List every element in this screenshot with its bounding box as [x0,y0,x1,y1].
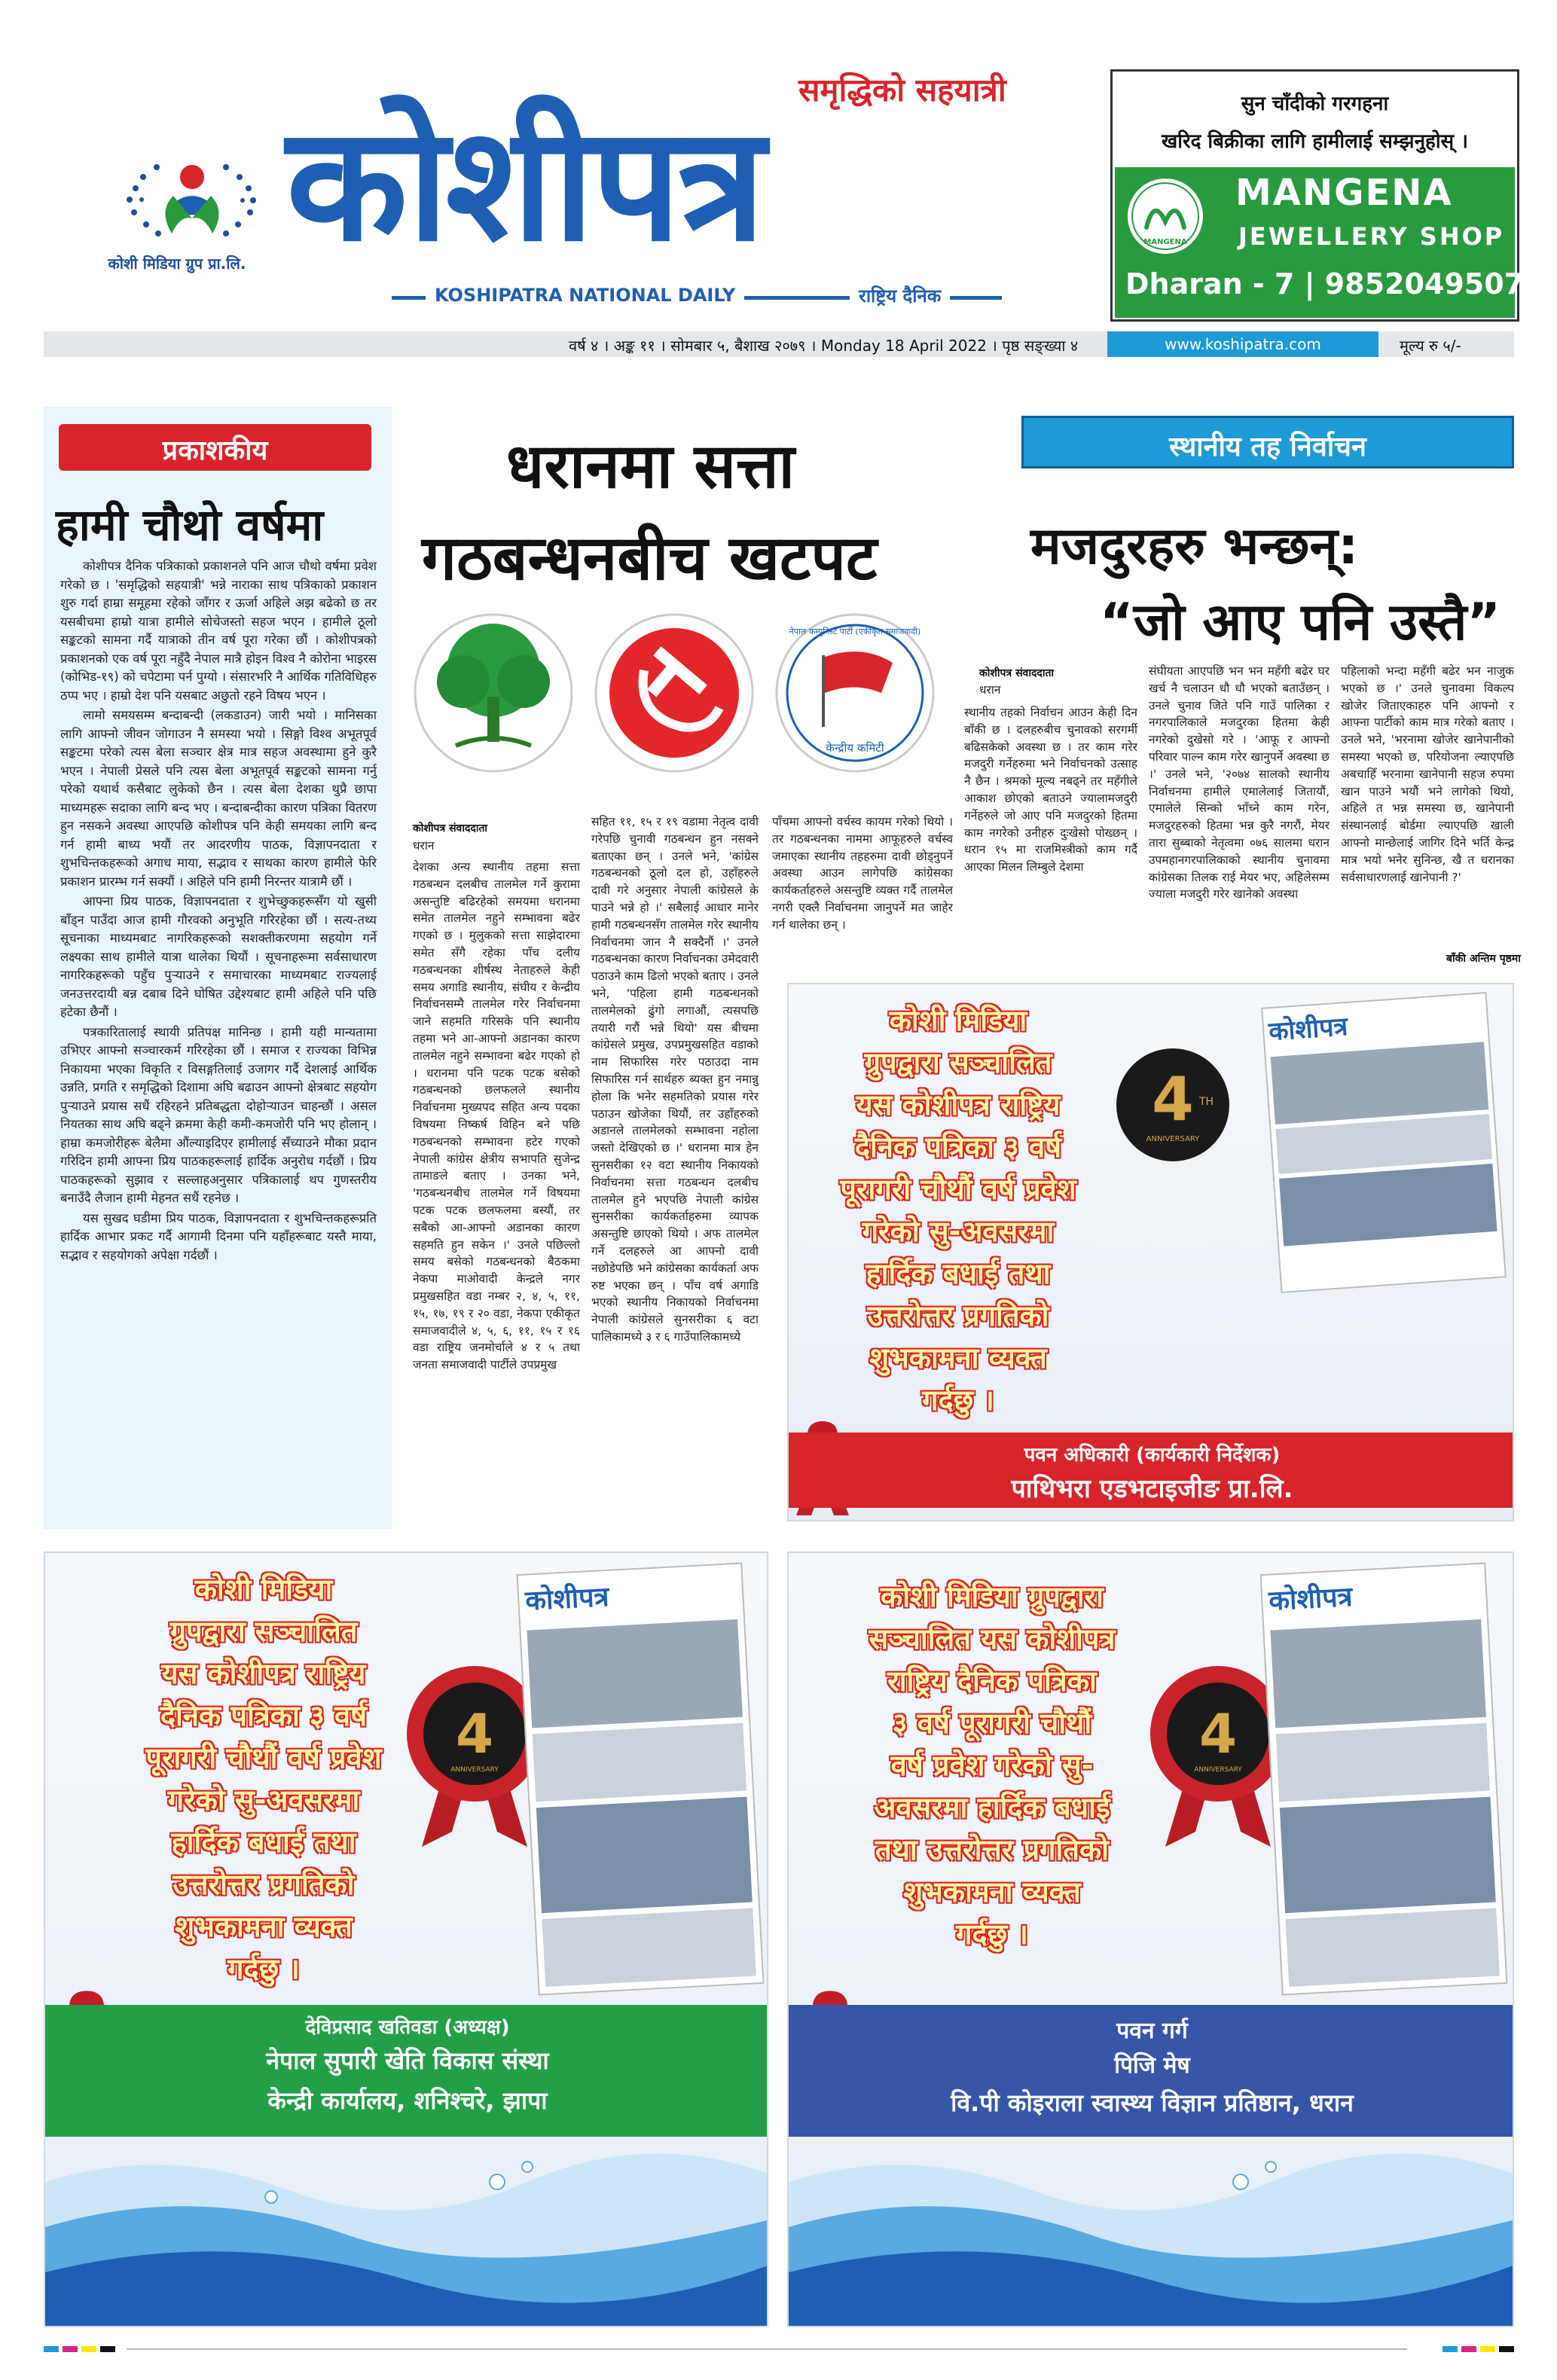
editorial-body [60,557,377,1266]
local-headline-line1: मजदुरहरु भन्छन्: [1030,517,1359,576]
unified-socialist-logo-icon [777,615,933,771]
editorial-paragraph: लामो समयसम्म बन्दाबन्दी (लकडाउन) जारी भयो । मानिसका लागि आफ्नो जीवन जोगाउन नै समस्या भयो । सिङ्गो विश्व अभूतपूर्व सङ्कटमा परेको त्यस बेला सञ्चार क्षेत्र मात्र सहज अवस्थामा हुने कुरै भएन । नेपाली प्रेसले पनि त्यस बेला अभूतपूर्व सङ्कटको सामना गर्नु परेको यथार्थ कसैबाट लुकेको छैन । त्यस बेला देशका थुप्रै छापा माध्यमहरू सदाका लागि बन्द भए । बन्दाबन्दीका कारण पत्रिका वितरण हुन नसकने अवस्था आएपछि कोशीपत्र पनि केही समयका लागि बन्द गर्न हामी बाध्य भयौं तर आदरणीय पाठक, विज्ञापनदाता र शुभचिन्तकहरूको अगाध माया, सद्भाव र साथका कारण हामीले फेरि प्रकाशन प्रारम्भ गर्न सक्यौं । अहिले पनि हामी निरन्तर यात्रामै छौं । [60,708,377,889]
right-ad-org: पाथिभरा एडभटाइजीङ प्रा.लि. [1011,1474,1293,1504]
bottom-right-ad-name: पवन गर्ग [1116,2018,1188,2044]
national-daily-en: KOSHIPATRA NATIONAL DAILY [426,285,744,306]
lead-headline-line2: गठबन्धनबीच खटपट [422,523,878,594]
newspaper-thumbnail: कोशीपत्र [1261,992,1507,1293]
jewellery-ad-shop: JEWELLERY SHOP [1238,222,1505,251]
lead-column-1: देशका अन्य स्थानीय तहमा सत्ता गठबन्धन दलबीच तालमेल गर्ने कुरामा असन्तुष्टि बढिरहेको समयमा धरानमा समेत तालमेल नहुने सम्भावना बढेर गएको छ । मुलुकको सत्ता साझेदारमा समेत सँगै रहेका पाँच दलीय गठबन्धनका शीर्षस्थ नेताहरुले केही समय अगाडि स्थानीय, संघीय र केन्द्रीय निर्वाचनसम्मै तालमेल गरेर निर्वाचनमा जाने सहमति गरिसके पनि स्थानीय तहमा भने आ-आफ्नो अडानका कारण तालमेल नहुने सम्भावना बढेर गएको हो । धरानमा पनि पटक पटक बसेको गठबन्धनको छलफलले स्थानीय निर्वाचनमा मुख्यपद सहित अन्य पदका विषयमा निष्कर्ष विहिन बने पछि गठबन्धनको सम्भावना हटेर गएको नेपाली कांग्रेस क्षेत्रीय सभापति सुजेन्द्र तामाङले बताए । उनका भने, 'गठबन्धनबीच तालमेल गर्ने विषयमा पटक पटक छलफलमा बस्यौं, तर सबैको आ-आफ्नो अडानका कारण सहमति हुन सकेन ।' उनले पछिल्लो समय बसेको गठबन्धनको बैठकमा नेकपा माओवादी केन्द्रले नगर प्रमुखसहित वडा नम्बर २, ४, ५, ११, १५, १७, १९ र २० वडा, नेकपा एकीकृत समाजवादीले ४, ५, ६, ११, १५ र १६ वडा राष्ट्रिय जनमोर्चाले ४ र ५ तथा जनता समाजवादी पार्टीले उपप्रमुख [413,860,580,1372]
newspaper-thumbnail: कोशीपत्र [1260,1563,1508,1996]
right-greeting-ad [787,983,1514,1521]
editorial-label: प्रकाशकीय [162,435,268,466]
editorial-paragraph: आफ्ना प्रिय पाठक, विज्ञापनदाता र शुभेच्छुकहरूसँग यो खुसी बाँड्न पाउँदा आज हामी गौरवको अनुभूति गरिरहेका छौं । सत्य-तथ्य सूचनाका माध्यमबाट नागरिकहरूको सशक्तीकरणमा सहयोग गर्ने लक्ष्यका साथ हामीले यात्रा थालेका थियौं । सूचनाहरूमा सर्वसाधारण नागरिकहरूको पहुँच पुऱ्याउने र समाचारका माध्यमबाट राज्यलाई जनउत्तरदायी बन्न दबाब दिने घोषित उद्देश्यबाट हामी अहिले पनि पछि हटेका छैनौं । [60,894,377,1019]
svg-text:ANNIVERSARY: ANNIVERSARY [450,1766,499,1774]
jewellery-ad-line2: खरिद बिक्रीका लागि हामीलाई सम्झनुहोस् । [1161,130,1469,153]
left-ad-name: देविप्रसाद खतिवडा (अध्यक्ष) [305,2016,510,2039]
bottom-right-ad-org: वि.पी कोइराला स्वास्थ्य विज्ञान प्रतिष्ठान, धरान [951,2089,1354,2117]
svg-text:4: 4 [455,1702,494,1765]
water-splash-decoration [789,2137,1514,2327]
mangena-logo-text: MANGENA [1143,238,1187,246]
local-column-2: संघीयता आएपछि भन भन महँगी बढेर घर खर्च नै चलाउन धौ धौ भएको बताउँछन् । उनले चुनाव जिते पनि गाउँ पालिका र नगरपालिकाले मजदुरका हितमा केही नगरेको दुखेसो गरे । 'आफू र आफ्नो परिवार पाल्न काम गरेर खानुपर्ने अवस्था छ ।' उनले भने, '२०७४ सालको स्थानीय निर्वाचनमा हामीले एमालेलाई जितायौं, एमालेले सिन्को भाँच्ने काम गरेन, मजदुरहरुको हितमा भन्न कुरै नगरौं, मेयर तारा सुब्बाको नेतृत्वमा ०७६ सालमा धरान उपमहानगरपालिकाको स्थानीय चुनावमा कांग्रेसका तिलक राई मेयर भए, अहिलेसम्म ज्याला मजदुरी गरेर खानेको अवस्था [1149,664,1330,902]
hammer-sickle-logo-icon [596,615,753,771]
editorial-title: हामी चौथो वर्षमा [56,499,324,551]
jewellery-ad-line1: सुन चाँदीको गरगहना [1241,93,1389,115]
left-ad-org1: नेपाल सुपारी खेति विकास संस्था [266,2046,549,2075]
lead-dateline: धरान [413,839,435,853]
tree-logo-icon [415,615,572,771]
svg-text:ANNIVERSARY: ANNIVERSARY [1194,1766,1242,1774]
continued-note: बाँकी अन्तिम पृष्ठमा [1446,953,1521,965]
dateline: वर्ष ४ । अङ्क ११ । सोमबार ५, बैशाख २०७९ । Monday 18 April 2022 । पृष्ठ सङ्ख्या ४ [569,337,1079,355]
website-link[interactable]: www.koshipatra.com [1165,335,1321,353]
svg-text:4: 4 [1152,1064,1194,1134]
print-color-marks [44,2346,1514,2352]
masthead-tagline: समृद्धिको सहयात्री [798,72,1006,108]
lead-byline: कोशीपत्र संवाददाता [413,822,488,835]
local-section-label: स्थानीय तह निर्वाचन [1169,432,1366,462]
svg-text:ANNIVERSARY: ANNIVERSARY [1146,1135,1200,1143]
svg-text:TH: TH [1199,1096,1214,1108]
newspaper-thumbnail: कोशीपत्र [517,1563,765,1996]
editorial-paragraph: पत्रकारितालाई स्थायी प्रतिपक्ष मानिन्छ । हामी यही मान्यतामा उभिएर आफ्नो सञ्चारकर्म गरिरहेका छौं । समाज र राज्यका विभिन्न निकायमा भएका विकृति र विसङ्गतिलाई उजागर गर्दै देशलाई आर्थिक उन्नति, प्रगति र समृद्धिको दिशामा अघि बढाउन आफ्नो क्षेत्रबाट सहयोग पुऱ्याउने प्रयास सधैं रहिरहने प्रतिबद्धता दोहोऱ्याउन चाहन्छौं । असल नियतका साथ अघि बढ्ने क्रममा केही कमी-कमजोरी पनि भए होलान् । हाम्रा कमजोरीहरू बेलैमा औंल्याइदिएर हामीलाई सँच्याउने मौका प्रदान गरिदिन हामी आफ्ना प्रिय पाठकहरूलाई हार्दिक अनुरोध गर्दछौं । प्रिय पाठकहरूको सुझाव र सल्लाहअनुसार पत्रिकालाई थप गुणस्तरीय बनाउँदै लैजान हामी मेहनत सधैं रहनेछ । [60,1024,377,1205]
local-column-3: पहिलाको भन्दा महँगी बढेर भन नाजुक भएको छ ।' उनले चुनावमा विकल्प खोजेर जिताएकाहरु पनि आफ्नो र आफ्ना पार्टीको काम मात्र गरेको बताए । उनले भने, 'भरनामा खोजेर खानेपानीको समस्या भएको छ, परियोजना ल्याएपछि अबचाहिँ भरनामा खानेपानी सहज रुपमा खान पाउने भयौं भने लागेको थियो, अहिले त भन्न समस्या छ, खानेपानी संस्थानलाई बोर्डमा ल्याएपछि खाली आफ्नो मान्छेलाई जागिर दिने भर्ति केन्द्र मात्र भयो भनेर सुनिन्छ, खै त धरानका सर्वसाधारणलाई खानेपानी ?' [1341,664,1514,884]
local-dateline: धरान [979,683,1001,697]
lead-column-3: पाँचमा आफ्नो वर्चस्व कायम गरेको थियो । तर गठबन्धनका नाममा आफूहरुले वर्चस्व जमाएका स्थानीय तहहरुमा दावी छोड्नुपर्ने अवस्था आउन लागेपछि कांग्रेसका कार्यकर्ताहरुले असन्तुष्टि व्यक्त गर्दै तालमेल नगरी एक्लै निर्वाचनमा जानुपर्ने मत जाहेर गर्न थालेका छन् । [772,815,953,932]
local-column-1: स्थानीय तहको निर्वाचन आउन केही दिन बाँकी छ । दलहरुबीच चुनावको सरगर्मी बढिसकेको अवस्था छ । तर काम गरेर मजदुरी गर्नेहरुमा भने निर्वाचनको उत्साह नै छैन । श्रमको मूल्य नबढ्ने तर महँगीले आकाश छोएको बताउने ज्यालामजदुरी गर्नेहरुले जो आए पनि मजदुरको हितमा काम नगरेको उनीहरु दुःखेसो पोख्छन् । धरान १५ मा राजमिस्त्रीको काम गर्दै आएका मिलन लिम्बुले देशमा [964,706,1137,874]
jewellery-ad-phone: Dharan - 7 | 9852049507 [1125,267,1525,301]
bottom-right-ad-message: कोशी मिडिया ग्रुपद्वारा सञ्चालित यस कोशीपत्र राष्ट्रिय दैनिक पत्रिका ३ वर्ष पूरागरी चौथौं वर्ष प्रवेश गरेको सु- अवसरमा हार्दिक बधाई तथा उत्तरोत्तर प्रगतिको शुभकामना व्यक्त गर्दछु । [869,1580,1116,1951]
lead-headline-line1: धरानमा सत्ता [506,431,795,502]
left-greeting-ad [44,1552,768,2327]
koshi-media-group-logo-icon [113,143,271,256]
editorial-paragraph: यस सुखद घडीमा प्रिय पाठक, विज्ञापनदाता र शुभचिन्तकहरूप्रति हार्दिक आभार प्रकट गर्दै आगामी दिनमा पनि यहाँहरूबाट यस्तै माया, सद्भाव र सहयोगको अपेक्षा गर्दछौं । [60,1210,377,1262]
local-byline: कोशीपत्र संवाददाता [979,667,1055,679]
water-splash-decoration [45,2137,768,2327]
left-ad-message: कोशी मिडिया ग्रुपद्वारा सञ्चालित यस कोशीपत्र राष्ट्रिय दैनिक पत्रिका ३ वर्ष पूरागरी चौथौं वर्ष प्रवेश गरेको सु-अवसरमा हार्दिक बधाई तथा उत्तरोत्तर प्रगतिको शुभकामना व्यक्त गर्दछु । [145,1573,382,1985]
socialist-logo-text: नेपाल कम्युनिस्ट पार्टी (एकीकृत समाजवादी) [789,627,921,636]
local-headline-line2: “जो आए पनि उस्तै” [1100,593,1501,652]
price: मूल्य रु ५/- [1400,337,1461,355]
socialist-logo-sub: केन्द्रीय कमिटी [826,741,884,755]
masthead-brand: कोशीपत्र [286,92,763,276]
anniversary-badge-icon [1113,1045,1233,1165]
national-daily-np: राष्ट्रिय दैनिक [850,283,950,308]
editorial-paragraph: कोशीपत्र दैनिक पत्रिकाको प्रकाशनले पनि आज चौथो वर्षमा प्रवेश गरेको छ । 'समृद्धिको सहयात्री' भन्ने नाराका साथ पत्रिकाको प्रकाशन शुरु गर्दा हाम्रा समूहमा रहेको जाँगर र ऊर्जा अहिले अझ बढेको छ तर यसबीचमा हाम्रो यात्रा हामीले सोचेजस्तो सहज भएन । हामीले ठूलो सङ्कटको सामना गर्दै यात्राको तीन वर्ष पूरा गरेका छौं । कोशीपत्रको प्रकाशनको एक वर्ष पूरा नहुँदै नेपाल मात्रै होइन विश्व नै कोरोना भाइरस (कोभिड-१९) को चपेटामा पर्न पुग्यो । संसारभरि नै आर्थिक गतिविधिहरु ठप्प भए । हाम्रो देश पनि यसबाट अछुतो रहने विषय भएन । [60,559,377,703]
mangena-logo-icon [1124,175,1207,258]
svg-text:4: 4 [1198,1702,1238,1765]
group-name: कोशी मिडिया ग्रुप प्रा.लि. [108,255,246,273]
lead-column-2: सहित ११, १५ र १९ वडामा नेतृत्व दावी गरेपछि चुनावी गठबन्धन हुन नसक्ने बताएका छन् । उनले भने, 'कांग्रेस गठबन्धनको ठूलो दल हो, उहाँहरुले दावी गरे अनुसार नेपाली कांग्रेसले के पाउने भन्ने हो ।' सबैलाई आधार मानेर हामी गठबन्धनसँग तालमेल गरेर स्थानीय निर्वाचनमा जान नै सक्दैनौं ।' उनले गठबन्धनका कारण निर्वाचनका उमेदवारी पठाउने काम ढिलो भएको बताए । उनले भने, 'पहिला हामी गठबन्धनको तालमेलको ढुंगो लगाऔं, त्यसपछि तयारी गरौं भन्ने थियो' यस बीचमा कांग्रेसले प्रमुख, उपप्रमुखसहित वडाको नाम सिफारिस गरेर पठाउदा नाम सिफारिस गर्न सार्थहरु ब्यक्त हुन नमान्नु होला कि भनेर सहमतिको प्रयास गरेर पठाउन खोजेका थियौं, तर उहाँहरुको अडानले तालमेलको सम्भावना नहोला जस्तो देखिएको छ ।' धरानमा मात्र हेन सुनसरीका १२ वटा स्थानीय निकायको निर्वाचनमा सत्ता गठबन्धन दलबीच तालमेल हुने भएपछि नेपाली कांग्रेस सुनसरीका कार्यकर्ताहरुमा व्यापक असन्तुष्टि छाएको थियो । अफ तालमेल गर्ने दलहरुले आ आफ्नो दावी नछोडेपछि भने कांग्रेसका कार्यकर्ता अफ रुष्ट भएका छन् । पाँच वर्ष अगाडि भएको स्थानीय निकायको निर्वाचनमा नेपाली कांग्रेसले सुनसरीका ६ वटा पालिकामध्ये ३ र ६ गाउँपालिकामध्ये [591,815,759,1344]
left-ad-org2: केन्द्री कार्यालय, शनिश्चरे, झापा [267,2086,548,2115]
right-ad-name: पवन अधिकारी (कार्यकारी निर्देशक) [1024,1444,1281,1466]
bottom-right-ad-role: पिजि मेष [1114,2052,1190,2079]
jewellery-ad-brand: MANGENA [1235,172,1453,214]
bottom-right-greeting-ad [787,1552,1514,2327]
party-logos [411,595,938,791]
right-ad-message: कोशी मिडिया ग्रुपद्वारा सञ्चालित यस कोशीपत्र राष्ट्रिय दैनिक पत्रिका ३ वर्ष पूरागरी चौथौं वर्ष प्रवेश गरेको सु-अवसरमा हार्दिक बधाई तथा उत्तरोत्तर प्रगतिको शुभकामना व्यक्त गर्दछु । [840,1004,1076,1417]
